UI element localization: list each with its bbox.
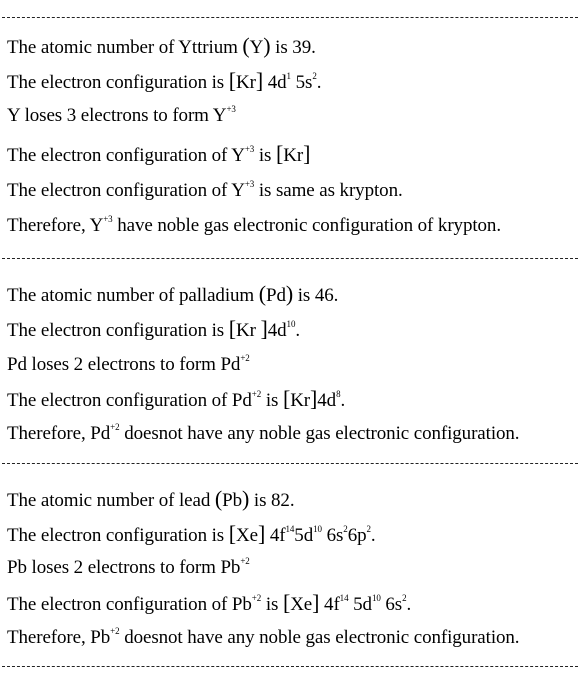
text-segment: doesnot have any noble gas electronic configuration. [119, 627, 520, 648]
text-line [7, 627, 519, 649]
superscript: 14 [339, 593, 349, 603]
text-segment: The atomic number of lead [7, 490, 215, 511]
bracket: ] [310, 386, 318, 411]
superscript: +3 [244, 144, 255, 154]
text-segment: is [261, 390, 283, 411]
dashed-divider [2, 666, 578, 667]
superscript: +3 [103, 214, 113, 224]
superscript: 10 [313, 524, 322, 534]
bracket: ) [263, 33, 271, 58]
text-segment: 6s [380, 594, 403, 615]
text-segment: Kr [236, 72, 256, 93]
superscript: 1 [286, 71, 291, 81]
bracket: ] [260, 316, 268, 341]
bracket: [ [276, 141, 284, 166]
superscript: 2 [343, 524, 348, 534]
text-segment: doesnot have any noble gas electronic configuration. [119, 423, 520, 444]
text-segment: . [370, 525, 376, 546]
bracket: ] [255, 68, 264, 93]
text-segment: Xe [236, 525, 258, 546]
text-segment: is [254, 145, 276, 166]
text-line [7, 318, 300, 342]
superscript: +2 [110, 422, 120, 432]
text-segment: The electron configuration is [7, 72, 229, 93]
text-segment: 6s [321, 525, 344, 546]
bracket: ) [242, 486, 250, 511]
text-line [7, 523, 376, 547]
text-line [7, 423, 519, 445]
text-segment: 5s [290, 72, 313, 93]
dashed-divider [2, 17, 578, 18]
text-line [7, 557, 250, 579]
text-segment: is [261, 594, 283, 615]
text-segment: Y loses 3 electrons to form Y [7, 105, 227, 126]
text-segment: 4f [319, 594, 340, 615]
text-segment: is 82. [249, 490, 295, 511]
text-line [7, 143, 310, 167]
text-segment: Y [249, 37, 264, 58]
text-segment: The electron configuration of Pd [7, 390, 252, 411]
text-segment: have noble gas electronic configuration of krypton. [112, 215, 501, 236]
text-line [7, 35, 316, 59]
superscript: +2 [240, 556, 250, 566]
text-segment: Pb [222, 490, 243, 511]
text-segment: . [316, 72, 322, 93]
text-segment: . [340, 390, 346, 411]
text-segment: Xe [290, 594, 313, 615]
text-segment: Pd [265, 285, 286, 306]
text-line [7, 388, 345, 412]
text-segment: Therefore, Pd [7, 423, 111, 444]
superscript: 10 [286, 319, 296, 329]
superscript: +3 [226, 104, 236, 114]
text-line [7, 215, 501, 237]
text-segment: The atomic number of palladium [7, 285, 259, 306]
text-segment: 4d [263, 72, 287, 93]
superscript: 2 [366, 524, 371, 534]
text-segment: Kr [290, 390, 311, 411]
bracket: ( [258, 281, 266, 306]
dashed-divider [2, 258, 578, 259]
text-segment: is 39. [270, 37, 316, 58]
text-segment: Pd loses 2 electrons to form Pd [7, 354, 241, 375]
bracket: [ [282, 386, 291, 411]
text-segment: Therefore, Pb [7, 627, 111, 648]
bracket: ( [242, 33, 250, 58]
text-segment: The electron configuration of Y [7, 145, 245, 166]
text-segment: is same as krypton. [254, 180, 403, 201]
text-segment: The electron configuration is [7, 525, 229, 546]
text-segment: 4d [317, 390, 337, 411]
text-segment: . [406, 594, 412, 615]
superscript: +2 [240, 353, 250, 363]
text-segment: 4d [267, 320, 287, 341]
superscript: 2 [312, 71, 317, 81]
text-segment: 5d [348, 594, 372, 615]
text-segment: Kr [283, 145, 304, 166]
superscript: +2 [251, 389, 262, 399]
text-segment: The electron configuration is [7, 320, 229, 341]
text-segment: The electron configuration of Pb [7, 594, 252, 615]
superscript: 10 [371, 593, 381, 603]
bracket: [ [228, 521, 236, 546]
bracket: ( [214, 486, 223, 511]
text-line [7, 283, 338, 307]
bracket: ) [285, 281, 294, 306]
text-segment: 6p [347, 525, 367, 546]
superscript: +2 [110, 626, 120, 636]
text-segment: Pb loses 2 electrons to form Pb [7, 557, 241, 578]
text-line [7, 70, 321, 94]
superscript: 14 [285, 524, 295, 534]
bracket: [ [282, 590, 291, 615]
text-segment: 4f [265, 525, 286, 546]
superscript: +3 [244, 179, 255, 189]
superscript: 8 [336, 389, 341, 399]
bracket: ] [257, 521, 266, 546]
text-line [7, 105, 236, 127]
bracket: ] [303, 141, 311, 166]
text-line [7, 592, 411, 616]
bracket: [ [228, 316, 236, 341]
text-segment: Kr [236, 320, 261, 341]
text-segment: The electron configuration of Y [7, 180, 245, 201]
superscript: 2 [402, 593, 407, 603]
text-segment: is 46. [293, 285, 339, 306]
dashed-divider [2, 463, 578, 464]
text-segment: 5d [294, 525, 314, 546]
text-segment: The atomic number of Yttrium [7, 37, 243, 58]
superscript: +2 [251, 593, 262, 603]
bracket: [ [228, 68, 236, 93]
text-segment: . [295, 320, 301, 341]
text-line [7, 488, 294, 512]
bracket: ] [312, 590, 320, 615]
text-line [7, 180, 403, 202]
text-segment: Therefore, Y [7, 215, 104, 236]
text-line [7, 354, 250, 376]
